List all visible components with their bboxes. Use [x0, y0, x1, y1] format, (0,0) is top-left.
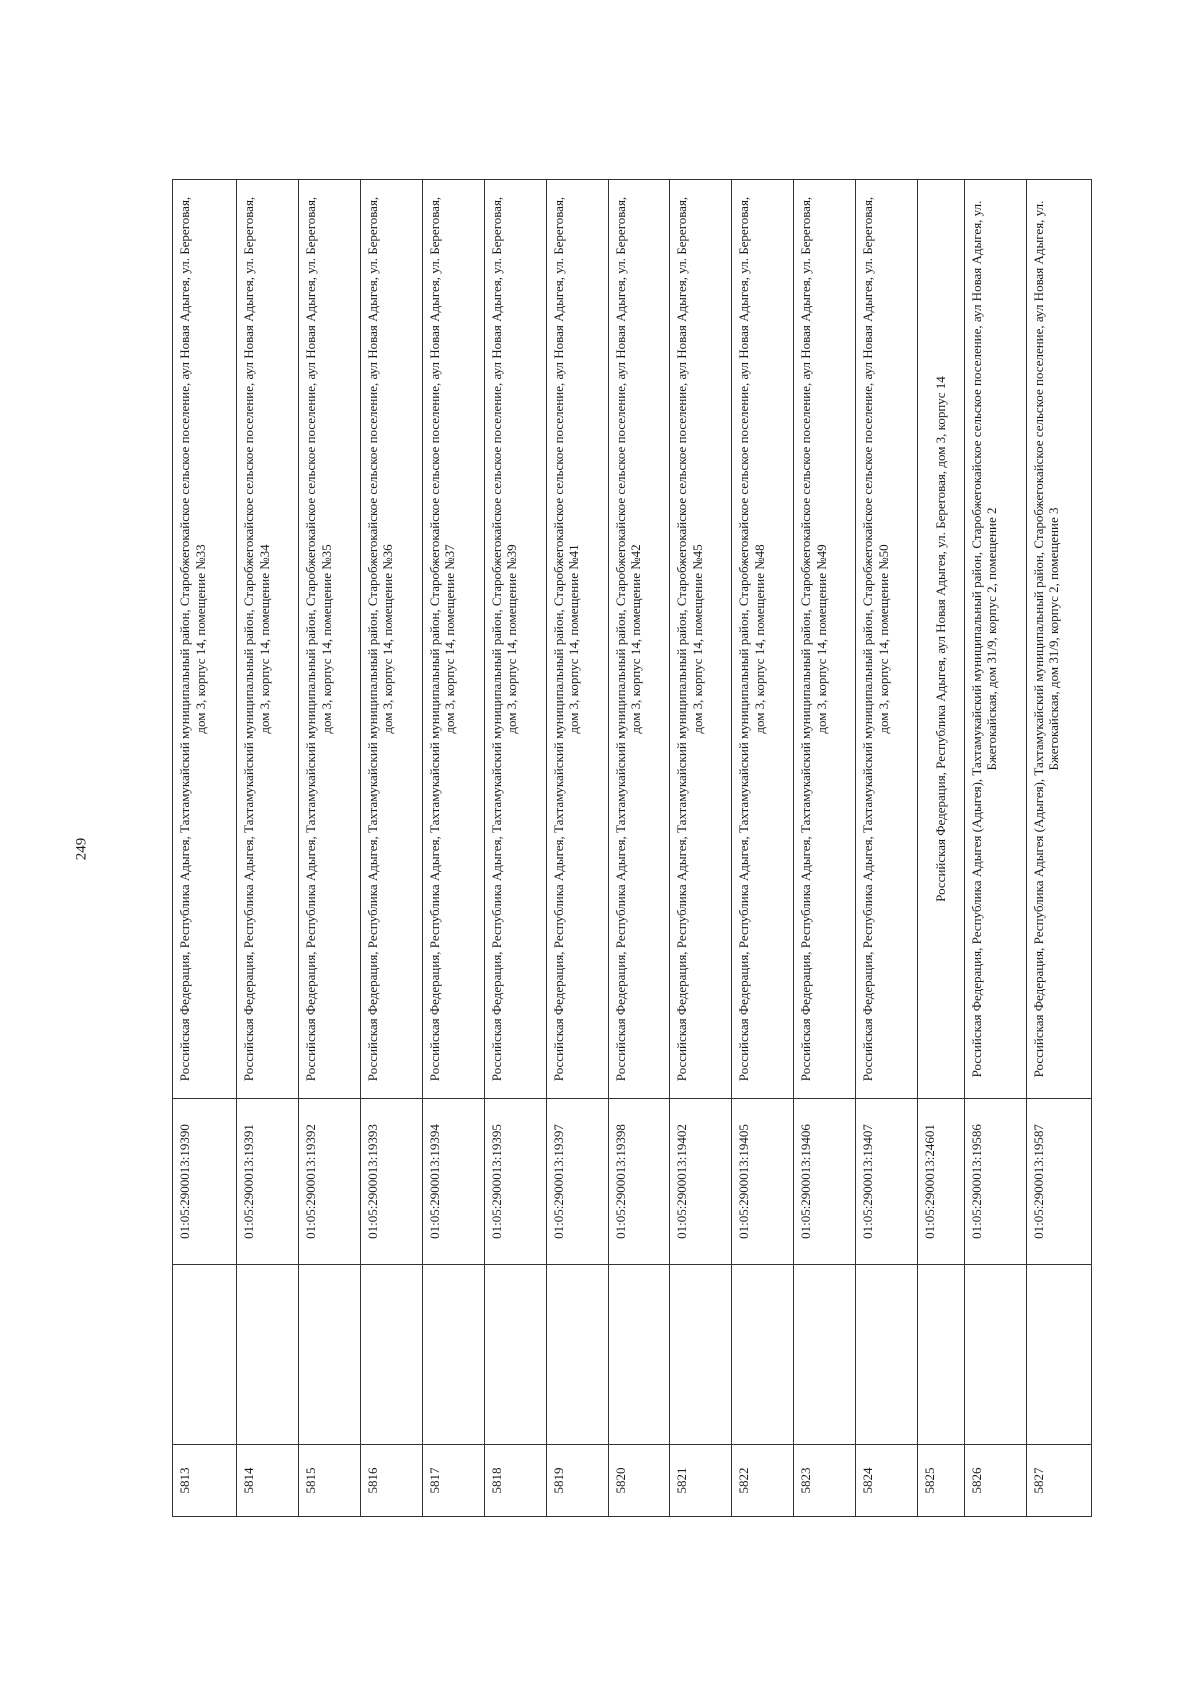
row-number: 5827	[1026, 1445, 1091, 1517]
cadastral-number: 01:05:2900013:19393	[360, 1099, 422, 1265]
address: Российская Федерация, Республика Адыгея, Тахтамукайский муниципальный район, Старобжегокайское сельское поселение, аул Новая Адыгея, ул. Береговая, дом 3, корпус 14, помещение №50	[856, 180, 918, 1099]
cadastral-number: 01:05:2900013:19402	[670, 1099, 732, 1265]
table-row	[670, 180, 732, 1517]
cadastral-number: 01:05:2900013:19407	[856, 1099, 918, 1265]
cadastral-number: 01:05:2900013:19397	[546, 1099, 608, 1265]
address: Российская Федерация, Республика Адыгея (Адыгея), Тахтамукайский муниципальный район, Старобжегокайское сельское поселение, аул Новая Адыгея, ул. Бжегокайская, дом 31/9, корпус 2, помещение 3	[1026, 180, 1091, 1099]
empty-cell	[298, 1265, 360, 1445]
cadastral-number: 01:05:2900013:19405	[732, 1099, 794, 1265]
row-number: 5817	[422, 1445, 484, 1517]
address: Российская Федерация, Республика Адыгея, Тахтамукайский муниципальный район, Старобжегокайское сельское поселение, аул Новая Адыгея, ул. Береговая, дом 3, корпус 14, помещение №42	[608, 180, 670, 1099]
empty-cell	[794, 1265, 856, 1445]
cadastral-number: 01:05:2900013:24601	[918, 1099, 965, 1265]
row-number: 5819	[546, 1445, 608, 1517]
table-row	[546, 180, 608, 1517]
empty-cell	[732, 1265, 794, 1445]
row-number: 5821	[670, 1445, 732, 1517]
empty-cell	[670, 1265, 732, 1445]
row-number: 5823	[794, 1445, 856, 1517]
table-body	[173, 180, 1092, 1517]
address: Российская Федерация, Республика Адыгея, Тахтамукайский муниципальный район, Старобжегокайское сельское поселение, аул Новая Адыгея, ул. Береговая, дом 3, корпус 14, помещение №48	[732, 180, 794, 1099]
cadastral-number: 01:05:2900013:19391	[237, 1099, 299, 1265]
empty-cell	[237, 1265, 299, 1445]
cadastral-number: 01:05:2900013:19394	[422, 1099, 484, 1265]
address: Российская Федерация, Республика Адыгея, Тахтамукайский муниципальный район, Старобжегокайское сельское поселение, аул Новая Адыгея, ул. Береговая, дом 3, корпус 14, помещение №39	[484, 180, 546, 1099]
row-number: 5813	[173, 1445, 237, 1517]
address: Российская Федерация, Республика Адыгея, Тахтамукайский муниципальный район, Старобжегокайское сельское поселение, аул Новая Адыгея, ул. Береговая, дом 3, корпус 14, помещение №41	[546, 180, 608, 1099]
cadastral-number: 01:05:2900013:19587	[1026, 1099, 1091, 1265]
row-number: 5815	[298, 1445, 360, 1517]
table-row	[422, 180, 484, 1517]
address: Российская Федерация, Республика Адыгея, Тахтамукайский муниципальный район, Старобжегокайское сельское поселение, аул Новая Адыгея, ул. Береговая, дом 3, корпус 14, помещение №33	[173, 180, 237, 1099]
row-number: 5814	[237, 1445, 299, 1517]
table-row	[794, 180, 856, 1517]
address: Российская Федерация, Республика Адыгея, Тахтамукайский муниципальный район, Старобжегокайское сельское поселение, аул Новая Адыгея, ул. Береговая, дом 3, корпус 14, помещение №49	[794, 180, 856, 1099]
address: Российская Федерация, Республика Адыгея, Тахтамукайский муниципальный район, Старобжегокайское сельское поселение, аул Новая Адыгея, ул. Береговая, дом 3, корпус 14, помещение №45	[670, 180, 732, 1099]
table-row	[732, 180, 794, 1517]
cadastral-number: 01:05:2900013:19406	[794, 1099, 856, 1265]
empty-cell	[422, 1265, 484, 1445]
row-number: 5826	[964, 1445, 1026, 1517]
page-number: 249	[73, 837, 90, 861]
cadastral-number: 01:05:2900013:19398	[608, 1099, 670, 1265]
empty-cell	[546, 1265, 608, 1445]
address: Российская Федерация, Республика Адыгея, Тахтамукайский муниципальный район, Старобжегокайское сельское поселение, аул Новая Адыгея, ул. Береговая, дом 3, корпус 14, помещение №37	[422, 180, 484, 1099]
table-row	[608, 180, 670, 1517]
empty-cell	[1026, 1265, 1091, 1445]
table-row	[173, 180, 237, 1517]
table-row	[856, 180, 918, 1517]
row-number: 5822	[732, 1445, 794, 1517]
address: Российская Федерация, Республика Адыгея, Тахтамукайский муниципальный район, Старобжегокайское сельское поселение, аул Новая Адыгея, ул. Береговая, дом 3, корпус 14, помещение №34	[237, 180, 299, 1099]
empty-cell	[608, 1265, 670, 1445]
empty-cell	[360, 1265, 422, 1445]
empty-cell	[964, 1265, 1026, 1445]
row-number: 5816	[360, 1445, 422, 1517]
cadastral-number: 01:05:2900013:19395	[484, 1099, 546, 1265]
address: Российская Федерация, Республика Адыгея (Адыгея), Тахтамукайский муниципальный район, Старобжегокайское сельское поселение, аул Новая Адыгея, ул. Бжегокайская, дом 31/9, корпус 2, помещение 2	[964, 180, 1026, 1099]
empty-cell	[173, 1265, 237, 1445]
table-row	[237, 180, 299, 1517]
empty-cell	[918, 1265, 965, 1445]
empty-cell	[484, 1265, 546, 1445]
table-row	[918, 180, 965, 1517]
register-table	[172, 179, 1092, 1517]
cadastral-number: 01:05:2900013:19392	[298, 1099, 360, 1265]
address: Российская Федерация, Республика Адыгея, Тахтамукайский муниципальный район, Старобжегокайское сельское поселение, аул Новая Адыгея, ул. Береговая, дом 3, корпус 14, помещение №35	[298, 180, 360, 1099]
table-row	[360, 180, 422, 1517]
address: Российская Федерация, Республика Адыгея, Тахтамукайский муниципальный район, Старобжегокайское сельское поселение, аул Новая Адыгея, ул. Береговая, дом 3, корпус 14, помещение №36	[360, 180, 422, 1099]
row-number: 5825	[918, 1445, 965, 1517]
table-row	[484, 180, 546, 1517]
cadastral-number: 01:05:2900013:19390	[173, 1099, 237, 1265]
row-number: 5820	[608, 1445, 670, 1517]
row-number: 5818	[484, 1445, 546, 1517]
table-row	[964, 180, 1026, 1517]
address: Российская Федерация, Республика Адыгея, аул Новая Адыгея, ул. Береговая, дом 3, корпус 14	[918, 180, 965, 1099]
empty-cell	[856, 1265, 918, 1445]
table-row	[298, 180, 360, 1517]
cadastral-number: 01:05:2900013:19586	[964, 1099, 1026, 1265]
row-number: 5824	[856, 1445, 918, 1517]
table-row	[1026, 180, 1091, 1517]
